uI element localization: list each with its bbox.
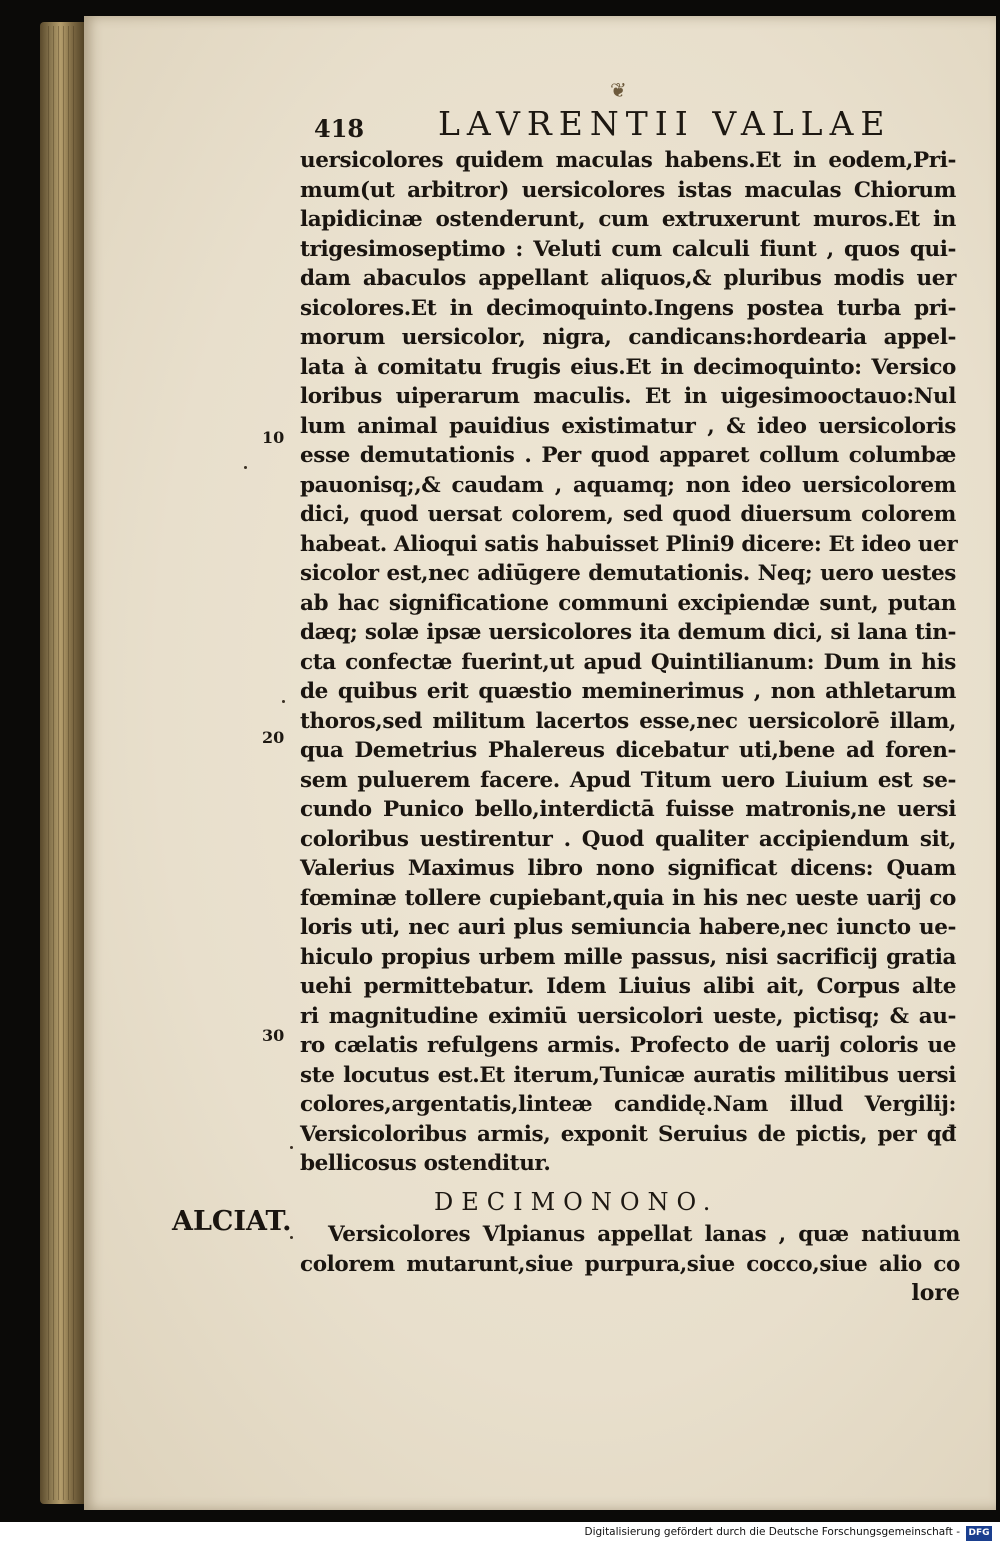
text-line: bellicosus ostenditur.: [300, 1151, 551, 1176]
margin-speck: [282, 700, 285, 703]
ornament-mark: ❦: [610, 78, 627, 102]
section-text: [300, 1220, 960, 1279]
text-line: de quibus erit quæstio meminerimus , non athletarum: [300, 679, 956, 704]
text-line: sicolor est,nec adiūgere demutationis. Neq; uero uestes: [300, 561, 956, 586]
text-line: trigesimoseptimo : Veluti cum calculi fiunt , quos qui-: [300, 236, 956, 262]
book-edge-texture: [48, 26, 78, 1500]
body-text: [300, 146, 956, 1179]
line-number-30: 30: [262, 1026, 285, 1045]
dfg-logo: DFG: [966, 1526, 992, 1541]
text-line: ste locutus est.Et iterum,Tunicæ auratis militibus uersi: [300, 1062, 956, 1088]
line-number-20: 20: [262, 728, 285, 747]
line-number-10: 10: [262, 428, 285, 447]
margin-speck: [244, 466, 247, 469]
text-line: dam abaculos appellant aliquos,& pluribus modis uer: [300, 266, 956, 291]
footer-bar: [0, 1522, 1000, 1546]
text-line: sem puluerem facere. Apud Titum uero Liuium est se-: [300, 767, 956, 793]
text-line: colorem mutarunt,siue purpura,siue cocco,siue alio co: [300, 1251, 960, 1277]
text-line: cta confectæ fuerint,ut apud Quintilianum: Dum in his: [300, 649, 956, 675]
text-line: morum uersicolor, nigra, candicans:hordearia appel-: [300, 325, 956, 350]
margin-note: ALCIAT.: [172, 1206, 292, 1237]
text-line: thoros,sed militum lacertos esse,nec uersicolorē illam,: [300, 708, 956, 734]
running-head: [300, 104, 940, 144]
text-line: ab hac significatione communi excipiendæ sunt, putan: [300, 590, 956, 616]
text-line: ri magnitudine eximiū uersicolori ueste, pictisq; & au-: [300, 1003, 956, 1029]
running-title: LAVRENTII VALLAE: [438, 104, 892, 143]
text-line: loribus uiperarum maculis. Et in uigesimooctauo:Nul: [300, 384, 956, 409]
text-line: lapidicinæ ostenderunt, cum extruxerunt muros.Et in: [300, 207, 956, 232]
margin-speck: [290, 1146, 293, 1149]
catchword: lore: [911, 1280, 960, 1306]
text-line: loris uti, nec auri plus semiuncia habere,nec iuncto ue-: [300, 915, 956, 940]
text-line: fœminæ tollere cupiebant,quia in his nec ueste uarij co: [300, 885, 956, 911]
text-line: colores,argentatis,linteæ candidę.Nam illud Vergilij:: [300, 1092, 956, 1117]
section-heading: DECIMONONO.: [434, 1188, 719, 1216]
text-line: dici, quod uersat colorem, sed quod diuersum colorem: [300, 502, 956, 527]
text-line: habeat. Alioqui satis habuisset Plini9 dicere: Et ideo uer: [300, 531, 958, 557]
text-line: dæq; solæ ipsæ uersicolores ita demum dici, si lana tin-: [300, 620, 956, 645]
text-line: pauonisq;,& caudam , aquamq; non ideo uersicolorem: [300, 472, 956, 498]
text-line: cundo Punico bello,interdictā fuisse matronis,ne uersi: [300, 797, 956, 822]
text-line: ro cælatis refulgens armis. Profecto de uarij coloris ue: [300, 1033, 956, 1058]
text-line: uehi permittebatur. Idem Liuius alibi ait, Corpus alte: [300, 974, 956, 999]
text-line: coloribus uestirentur . Quod qualiter accipiendum sit,: [300, 826, 956, 852]
text-line: hiculo propius urbem mille passus, nisi sacrificij gratia: [300, 944, 956, 970]
text-line: esse demutationis . Per quod apparet collum columbæ: [300, 443, 956, 468]
text-line: uersicolores quidem maculas habens.Et in eodem,Pri-: [300, 148, 956, 173]
text-line: Valerius Maximus libro nono significat dicens: Quam: [300, 856, 956, 881]
text-line: qua Demetrius Phalereus dicebatur uti,bene ad foren-: [300, 738, 956, 763]
text-line: lum animal pauidius existimatur , & ideo uersicoloris: [300, 413, 956, 439]
text-line: sicolores.Et in decimoquinto.Ingens postea turba pri-: [300, 295, 956, 321]
funding-credit: Digitalisierung gefördert durch die Deutsche Forschungsgemeinschaft -: [584, 1526, 960, 1538]
text-line: Versicoloribus armis, exponit Seruius de pictis, per qđ: [300, 1121, 956, 1147]
page-number: 418: [314, 114, 365, 143]
text-line: lata à comitatu frugis eius.Et in decimoquinto: Versico: [300, 354, 956, 380]
text-line: mum(ut arbitror) uersicolores istas maculas Chiorum: [300, 177, 956, 203]
text-line: Versicolores Vlpianus appellat lanas , quæ natiuum: [328, 1222, 960, 1247]
